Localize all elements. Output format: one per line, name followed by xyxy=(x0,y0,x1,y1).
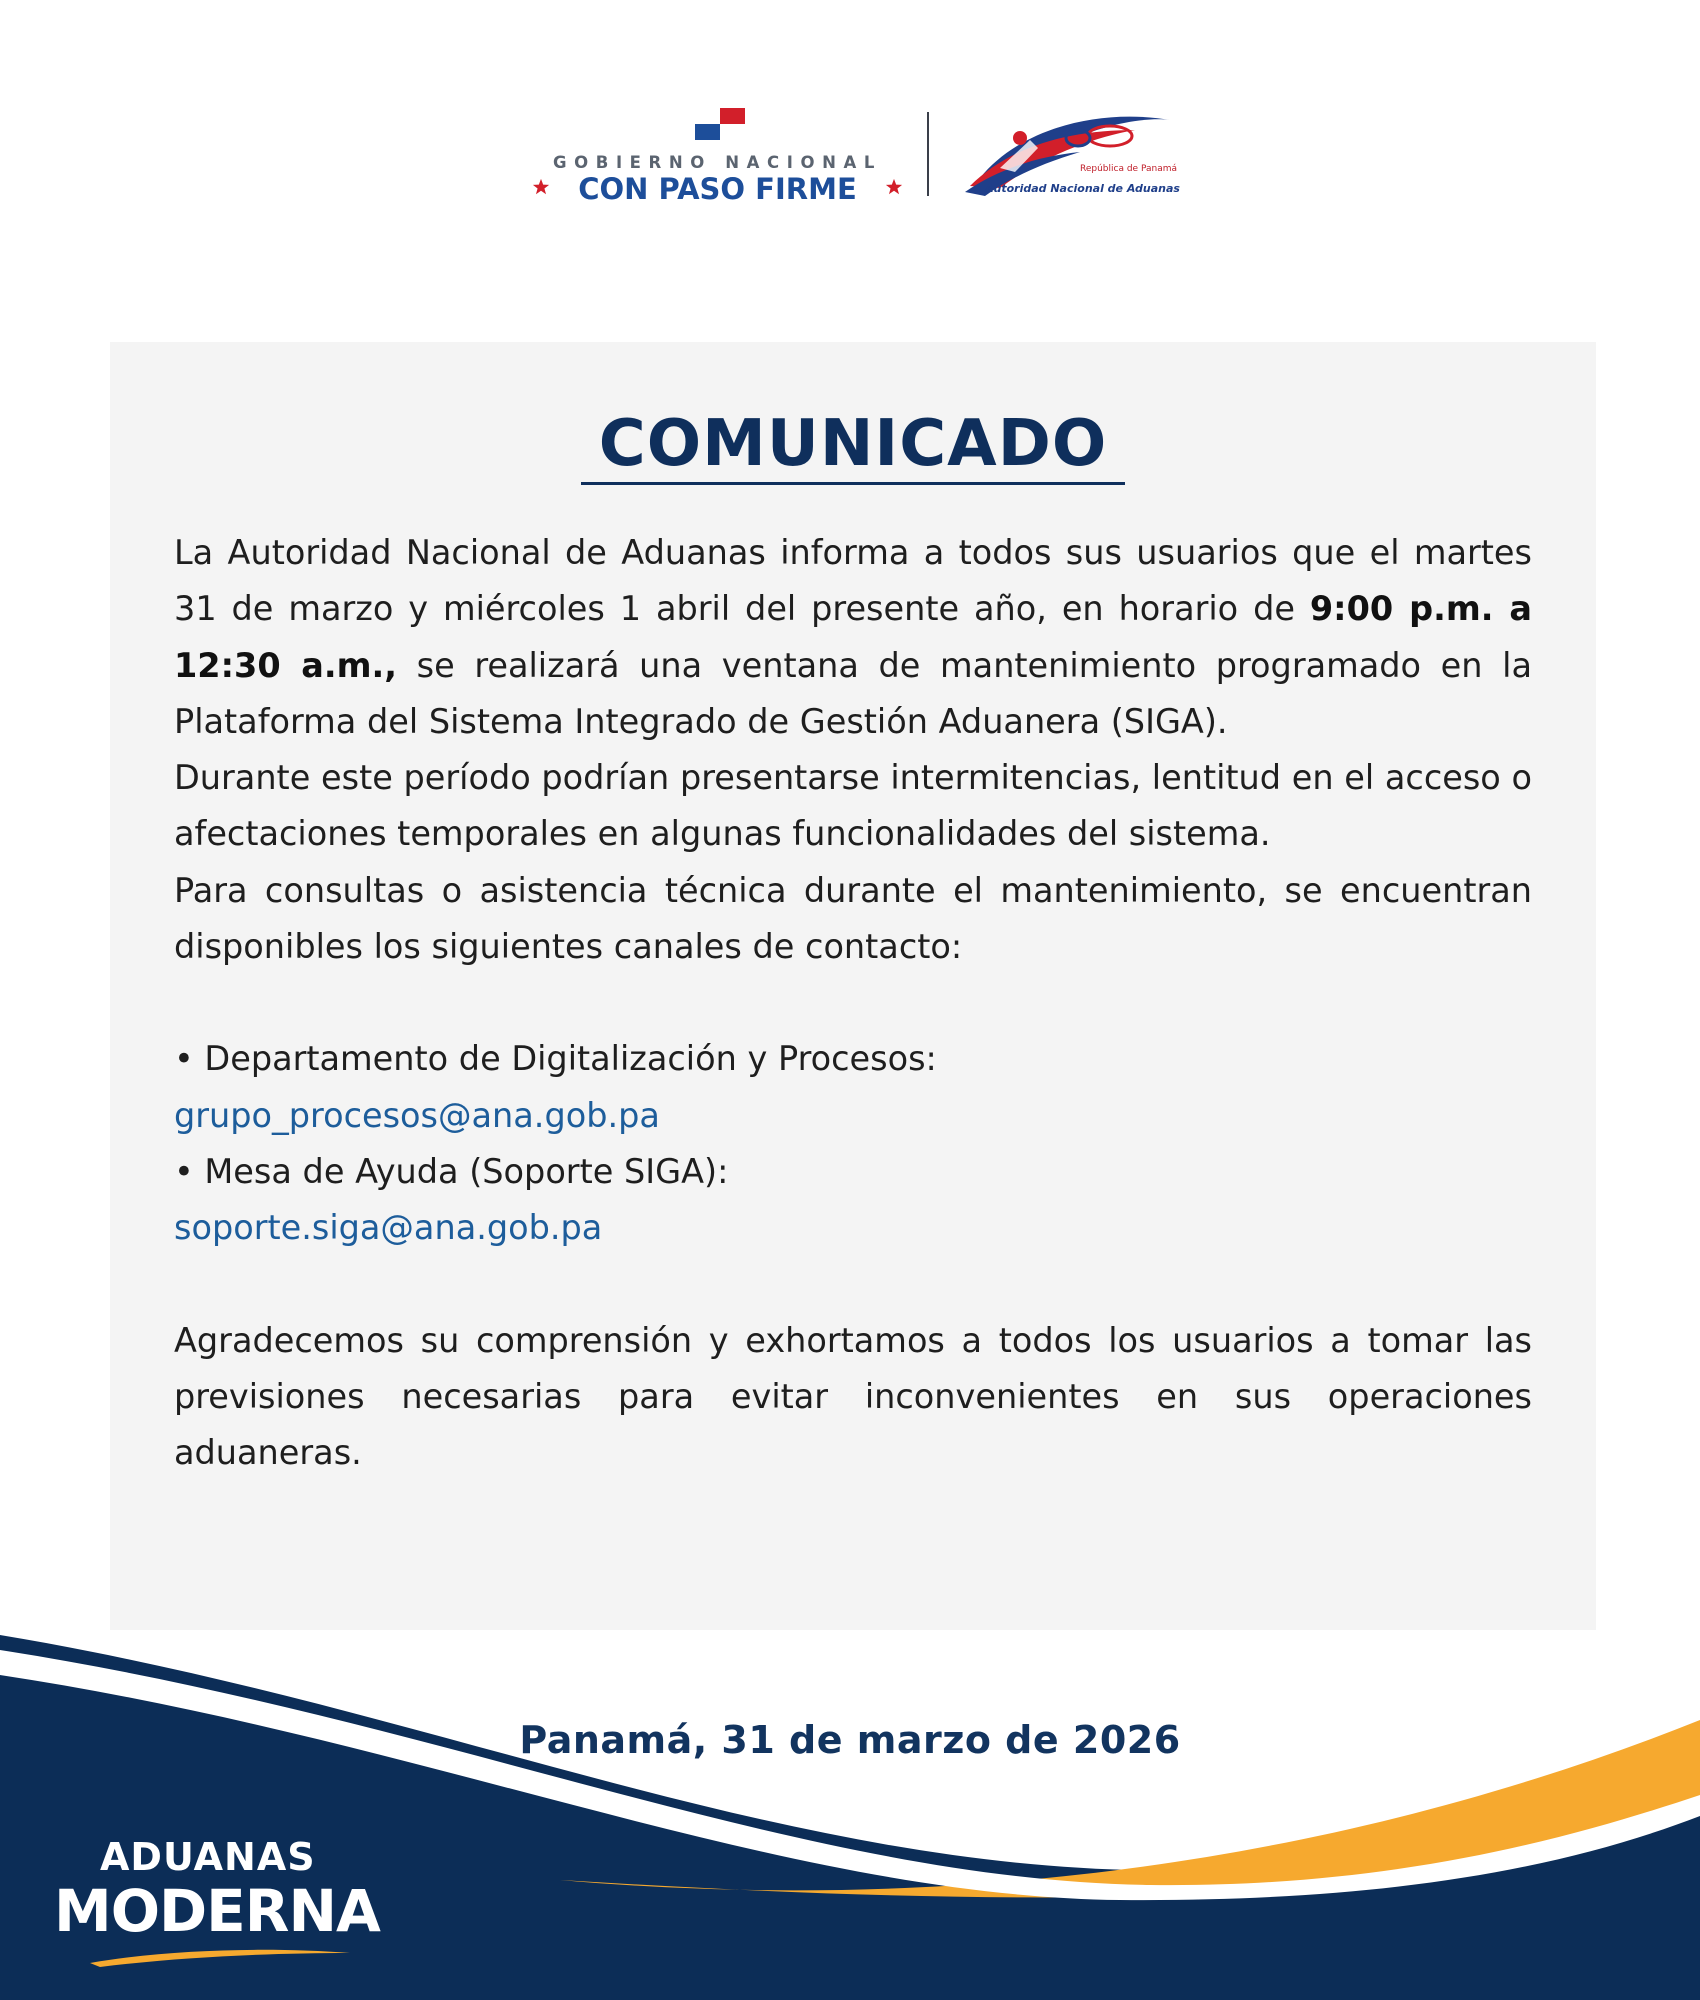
paragraph-maintenance xyxy=(174,525,1532,750)
paragraph-text: se realizará una ventana de mantenimiento programado en la Plataforma del Sistema Integrado de Gestión Aduanera (SIGA). xyxy=(174,645,1532,741)
notice-panel xyxy=(110,342,1596,1630)
spacer xyxy=(174,1257,1532,1313)
contact-label: • Mesa de Ayuda (Soporte SIGA): xyxy=(174,1151,729,1191)
spacer xyxy=(174,975,1532,1031)
panama-flag-icon xyxy=(695,108,745,140)
notice-body xyxy=(174,525,1532,1481)
brand-moderna: MODERNA xyxy=(54,1877,380,1945)
notice-title: COMUNICADO xyxy=(598,407,1108,481)
title-underline xyxy=(581,482,1125,485)
schedule-highlight: 9:00 p.m. a 12:30 a.m., xyxy=(174,589,1532,685)
contact-email-link[interactable]: soporte.siga@ana.gob.pa xyxy=(174,1208,603,1248)
paragraph-closing: Agradecemos su comprensión y exhortamos a todos los usuarios a tomar las previsiones necesarias para evitar inconvenientes en sus operaciones aduaneras. xyxy=(174,1320,1532,1473)
paragraph-effects: Durante este período podrían presentarse intermitencias, lentitud en el acceso o afectaciones temporales en algunas funcionalidades del sistema. xyxy=(174,758,1532,854)
brand-aduanas: ADUANAS xyxy=(100,1835,316,1879)
brand-swoosh-icon xyxy=(90,1945,350,1967)
gov-small-text: GOBIERNO NACIONAL xyxy=(553,153,882,172)
contact-email-link[interactable]: grupo_procesos@ana.gob.pa xyxy=(174,1095,660,1135)
paragraph-contact-intro: Para consultas o asistencia técnica durante el mantenimiento, se encuentran disponibles los siguientes canales de contacto: xyxy=(174,870,1532,967)
gov-slogan: CON PASO FIRME xyxy=(578,172,857,206)
paragraph-text: La Autoridad Nacional de Aduanas informa a todos sus usuarios que el martes 31 de marzo y miércoles 1 abril del presente año, en horario de xyxy=(174,533,1532,629)
header-logos xyxy=(0,100,1700,220)
logo-divider xyxy=(927,112,929,196)
star-icon xyxy=(885,178,903,196)
gobierno-nacional-logo xyxy=(530,108,905,208)
contact-label: • Departamento de Digitalización y Procesos: xyxy=(174,1039,937,1079)
ana-name: Autoridad Nacional de Aduanas xyxy=(985,182,1180,195)
ana-subtitle: República de Panamá xyxy=(1080,164,1177,174)
notice-date: Panamá, 31 de marzo de 2026 xyxy=(519,1718,1181,1762)
